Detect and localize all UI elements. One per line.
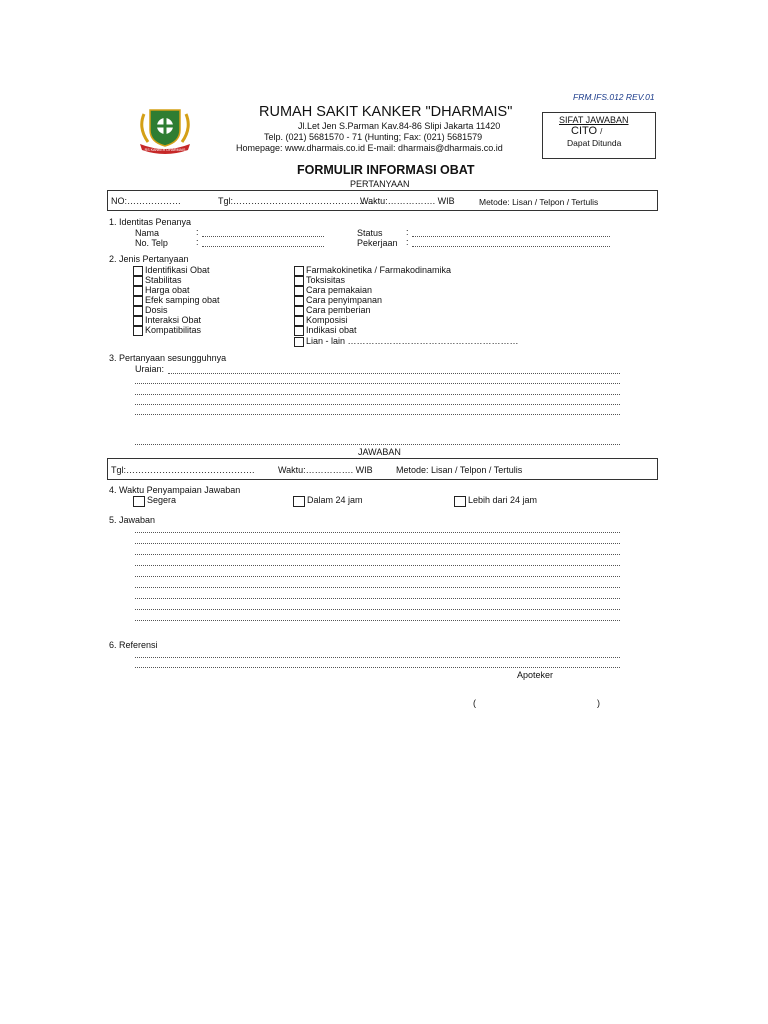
- option-indikasi: Indikasi obat: [306, 325, 357, 335]
- identitas-heading: 1. Identitas Penanya: [109, 217, 192, 227]
- form-code: FRM.IFS.012 REV.01: [573, 92, 655, 102]
- option-harga: Harga obat: [145, 285, 190, 295]
- checkbox-dosis[interactable]: [133, 306, 143, 316]
- colon-telp: :: [196, 237, 199, 247]
- colon-nama: :: [196, 227, 199, 237]
- jenis-heading: 2. Jenis Pertanyaan: [109, 254, 189, 264]
- option-dosis: Dosis: [145, 305, 168, 315]
- checkbox-indikasi[interactable]: [294, 326, 304, 336]
- jawaban-metode[interactable]: Metode: Lisan / Telpon / Tertulis: [396, 465, 523, 475]
- cito-text: CITO: [571, 125, 598, 137]
- cito-suffix: /: [600, 127, 603, 136]
- jawaban-info-row: [107, 458, 658, 480]
- option-komposisi: Komposisi: [306, 315, 348, 325]
- pertanyaan-metode[interactable]: Metode: Lisan / Telpon / Tertulis: [479, 197, 599, 207]
- checkbox-identifikasi[interactable]: [133, 266, 143, 276]
- colon-status: :: [406, 227, 409, 237]
- logo-ribbon-text: RS KANKER DHARMAIS: [144, 148, 186, 152]
- sifat-jawaban-box: [542, 112, 656, 159]
- uraian-line[interactable]: [135, 404, 620, 405]
- pertanyaan-heading: PERTANYAAN: [350, 179, 410, 189]
- hospital-address: Jl.Let Jen S.Parman Kav.84-86 Slipi Jakarta 11420: [298, 121, 501, 131]
- cito-label: [571, 125, 602, 137]
- checkbox-cara-pemberian[interactable]: [294, 306, 304, 316]
- checkbox-efek-samping[interactable]: [133, 296, 143, 306]
- jawaban-line[interactable]: [135, 587, 620, 588]
- jawaban-line[interactable]: [135, 554, 620, 555]
- uraian-line[interactable]: [135, 414, 620, 415]
- hospital-web: Homepage: www.dharmais.co.id E-mail: dharmais@dharmais.co.id: [236, 143, 503, 153]
- jawaban-line[interactable]: [135, 565, 620, 566]
- checkbox-lain-lain[interactable]: [294, 337, 304, 347]
- waktu-heading: 4. Waktu Penyampaian Jawaban: [109, 485, 241, 495]
- option-toksisitas: Toksisitas: [306, 275, 346, 285]
- checkbox-stabilitas[interactable]: [133, 276, 143, 286]
- jawaban-heading: JAWABAN: [358, 447, 401, 457]
- telp-field[interactable]: [202, 246, 324, 247]
- checkbox-interaksi[interactable]: [133, 316, 143, 326]
- option-farmakokinetika: Farmakokinetika / Farmakodinamika: [306, 265, 452, 275]
- jawaban-line[interactable]: [135, 609, 620, 610]
- option-cara-pemberian: Cara pemberian: [306, 305, 371, 315]
- hospital-phone: Telp. (021) 5681570 - 71 (Hunting; Fax: (021) 5681579: [264, 132, 483, 142]
- jawaban-tgl[interactable]: Tgl:…………………………………….: [111, 465, 255, 475]
- checkbox-cara-penyimpanan[interactable]: [294, 296, 304, 306]
- option-cara-pemakaian: Cara pemakaian: [306, 285, 373, 295]
- option-cara-penyimpanan: Cara penyimpanan: [306, 295, 383, 305]
- status-field[interactable]: [412, 236, 610, 237]
- referensi-line[interactable]: [135, 657, 620, 658]
- checkbox-toksisitas[interactable]: [294, 276, 304, 286]
- checkbox-dalam-24-jam[interactable]: [293, 496, 305, 507]
- label-telp: No. Telp: [135, 238, 168, 248]
- pertanyaan-sesungguhnya-heading: 3. Pertanyaan sesungguhnya: [109, 353, 227, 363]
- label-status: Status: [357, 228, 383, 238]
- jawaban-section-heading: 5. Jawaban: [109, 515, 156, 525]
- sifat-jawaban-title: SIFAT JAWABAN: [559, 115, 629, 125]
- checkbox-segera[interactable]: [133, 496, 145, 507]
- pertanyaan-info-row: [107, 190, 658, 211]
- pertanyaan-no[interactable]: NO:………………: [111, 196, 182, 206]
- jawaban-waktu[interactable]: Waktu:……………. WIB: [278, 465, 373, 475]
- option-interaksi: Interaksi Obat: [145, 315, 202, 325]
- option-segera: Segera: [147, 495, 177, 505]
- uraian-line[interactable]: [168, 373, 620, 374]
- checkbox-lebih-24-jam[interactable]: [454, 496, 466, 507]
- option-kompatibilitas: Kompatibilitas: [145, 325, 202, 335]
- apoteker-name-field[interactable]: [482, 708, 594, 709]
- label-pekerjaan: Pekerjaan: [357, 238, 398, 248]
- checkbox-farmakokinetika[interactable]: [294, 266, 304, 276]
- referensi-line[interactable]: [135, 667, 620, 668]
- colon-pekerjaan: :: [406, 237, 409, 247]
- signature-close-paren: ): [597, 698, 600, 708]
- option-stabilitas: Stabilitas: [145, 275, 182, 285]
- checkbox-kompatibilitas[interactable]: [133, 326, 143, 336]
- checkbox-harga[interactable]: [133, 286, 143, 296]
- apoteker-label: Apoteker: [517, 670, 554, 680]
- option-lain-lain: Lian - lain …………………………………………………: [306, 336, 519, 346]
- dapat-ditunda-label: Dapat Ditunda: [567, 138, 622, 148]
- signature-open-paren: (: [473, 698, 476, 708]
- hospital-name: RUMAH SAKIT KANKER "DHARMAIS": [259, 104, 513, 120]
- uraian-line[interactable]: [135, 394, 620, 395]
- jawaban-line[interactable]: [135, 543, 620, 544]
- option-dalam-24-jam: Dalam 24 jam: [307, 495, 363, 505]
- hospital-logo: [134, 104, 196, 156]
- uraian-line[interactable]: [135, 444, 620, 445]
- jawaban-line[interactable]: [135, 620, 620, 621]
- jawaban-line[interactable]: [135, 532, 620, 533]
- pekerjaan-field[interactable]: [412, 246, 610, 247]
- uraian-line[interactable]: [135, 383, 620, 384]
- option-efek-samping: Efek samping obat: [145, 295, 220, 305]
- label-nama: Nama: [135, 228, 160, 238]
- checkbox-komposisi[interactable]: [294, 316, 304, 326]
- jawaban-line[interactable]: [135, 576, 620, 577]
- checkbox-cara-pemakaian[interactable]: [294, 286, 304, 296]
- hospital-emblem-icon: [134, 104, 196, 156]
- option-identifikasi: Identifikasi Obat: [145, 265, 210, 275]
- pertanyaan-tgl[interactable]: Tgl:………………………………………..: [218, 196, 374, 206]
- uraian-label: Uraian:: [135, 364, 165, 374]
- referensi-heading: 6. Referensi: [109, 640, 158, 650]
- jawaban-line[interactable]: [135, 598, 620, 599]
- option-lebih-24-jam: Lebih dari 24 jam: [468, 495, 538, 505]
- nama-field[interactable]: [202, 236, 324, 237]
- form-title: FORMULIR INFORMASI OBAT: [297, 163, 475, 177]
- pertanyaan-waktu[interactable]: Waktu:……………. WIB: [360, 196, 455, 206]
